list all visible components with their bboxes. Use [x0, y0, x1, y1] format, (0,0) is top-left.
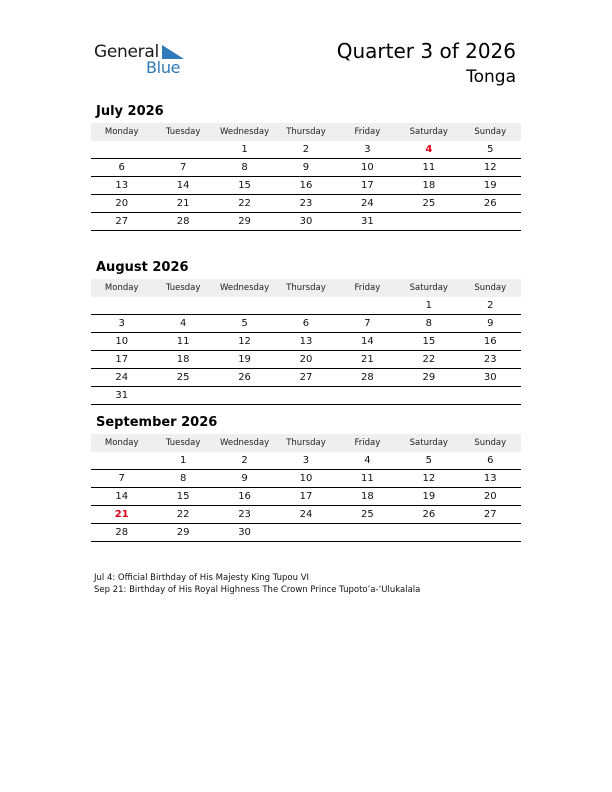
day-cell: 3 [91, 315, 152, 333]
month-july [91, 104, 521, 231]
day-cell: 2 [214, 452, 275, 470]
logo-triangle-icon [162, 45, 184, 59]
weekday-header-row [91, 123, 521, 141]
day-cell: 1 [152, 452, 213, 470]
day-cell: 27 [460, 506, 521, 524]
day-cell: 31 [91, 387, 152, 405]
day-cell: 3 [337, 141, 398, 159]
day-cell: 4 [337, 452, 398, 470]
empty-day-cell [275, 524, 336, 542]
week-row [91, 506, 521, 524]
holiday-note: Jul 4: Official Birthday of His Majesty King Tupou VI [94, 573, 310, 583]
calendar-table [91, 123, 521, 231]
day-cell: 7 [337, 315, 398, 333]
day-cell: 10 [337, 159, 398, 177]
day-cell: 8 [152, 470, 213, 488]
day-cell: 15 [152, 488, 213, 506]
week-row [91, 452, 521, 470]
day-cell: 27 [91, 213, 152, 231]
week-row [91, 387, 521, 405]
day-cell: 4 [152, 315, 213, 333]
day-cell: 8 [398, 315, 459, 333]
day-cell: 12 [460, 159, 521, 177]
month-title: September 2026 [96, 415, 218, 430]
day-cell: 25 [337, 506, 398, 524]
day-cell: 9 [214, 470, 275, 488]
day-cell: 12 [398, 470, 459, 488]
day-cell: 28 [152, 213, 213, 231]
day-cell: 21 [337, 351, 398, 369]
day-cell: 30 [460, 369, 521, 387]
country-name: Tonga [466, 67, 516, 87]
day-cell: 2 [275, 141, 336, 159]
empty-day-cell [460, 213, 521, 231]
empty-day-cell [398, 524, 459, 542]
empty-day-cell [214, 297, 275, 315]
day-cell: 17 [337, 177, 398, 195]
day-cell: 19 [398, 488, 459, 506]
empty-day-cell [460, 524, 521, 542]
day-cell: 12 [214, 333, 275, 351]
day-cell: 15 [214, 177, 275, 195]
day-cell: 30 [214, 524, 275, 542]
empty-day-cell [91, 452, 152, 470]
logo-text-blue: Blue [146, 58, 181, 77]
calendar-table [91, 279, 521, 405]
day-cell: 14 [337, 333, 398, 351]
week-row [91, 488, 521, 506]
week-row [91, 333, 521, 351]
weekday-header: Monday [91, 434, 152, 452]
day-cell: 18 [337, 488, 398, 506]
day-cell: 9 [460, 315, 521, 333]
day-cell: 24 [91, 369, 152, 387]
weekday-header: Tuesday [152, 434, 213, 452]
empty-day-cell [337, 297, 398, 315]
empty-day-cell [337, 387, 398, 405]
day-cell: 26 [398, 506, 459, 524]
week-row [91, 195, 521, 213]
week-row [91, 141, 521, 159]
day-cell: 22 [398, 351, 459, 369]
weekday-header: Wednesday [214, 434, 275, 452]
day-cell: 5 [398, 452, 459, 470]
day-cell: 13 [275, 333, 336, 351]
empty-day-cell [398, 213, 459, 231]
day-cell: 16 [460, 333, 521, 351]
page-title: Quarter 3 of 2026 [336, 39, 516, 63]
day-cell: 13 [91, 177, 152, 195]
week-row [91, 369, 521, 387]
empty-day-cell [337, 524, 398, 542]
day-cell: 6 [460, 452, 521, 470]
week-row [91, 470, 521, 488]
day-cell: 26 [214, 369, 275, 387]
weekday-header: Saturday [398, 123, 459, 141]
day-cell: 20 [275, 351, 336, 369]
day-cell: 4 [398, 141, 459, 159]
month-title: August 2026 [96, 260, 189, 275]
day-cell: 17 [91, 351, 152, 369]
day-cell: 18 [398, 177, 459, 195]
day-cell: 22 [214, 195, 275, 213]
day-cell: 14 [91, 488, 152, 506]
weekday-header: Sunday [460, 434, 521, 452]
day-cell: 23 [214, 506, 275, 524]
weekday-header: Friday [337, 279, 398, 297]
day-cell: 29 [152, 524, 213, 542]
day-cell: 19 [214, 351, 275, 369]
day-cell: 13 [460, 470, 521, 488]
weekday-header-row [91, 434, 521, 452]
week-row [91, 524, 521, 542]
weekday-header: Wednesday [214, 123, 275, 141]
day-cell: 21 [91, 506, 152, 524]
empty-day-cell [91, 141, 152, 159]
weekday-header: Wednesday [214, 279, 275, 297]
day-cell: 20 [91, 195, 152, 213]
day-cell: 28 [91, 524, 152, 542]
day-cell: 24 [275, 506, 336, 524]
empty-day-cell [214, 387, 275, 405]
weekday-header: Monday [91, 123, 152, 141]
weekday-header: Saturday [398, 434, 459, 452]
weekday-header: Sunday [460, 123, 521, 141]
empty-day-cell [152, 387, 213, 405]
empty-day-cell [275, 297, 336, 315]
day-cell: 25 [152, 369, 213, 387]
weekday-header: Tuesday [152, 279, 213, 297]
day-cell: 9 [275, 159, 336, 177]
weekday-header-row [91, 279, 521, 297]
weekday-header: Tuesday [152, 123, 213, 141]
day-cell: 2 [460, 297, 521, 315]
day-cell: 1 [214, 141, 275, 159]
weekday-header: Saturday [398, 279, 459, 297]
day-cell: 22 [152, 506, 213, 524]
day-cell: 17 [275, 488, 336, 506]
day-cell: 29 [398, 369, 459, 387]
month-title: July 2026 [96, 104, 164, 119]
day-cell: 5 [460, 141, 521, 159]
day-cell: 25 [398, 195, 459, 213]
day-cell: 14 [152, 177, 213, 195]
day-cell: 21 [152, 195, 213, 213]
day-cell: 29 [214, 213, 275, 231]
holiday-note: Sep 21: Birthday of His Royal Highness The Crown Prince Tupoto’a-‘Ulukalala [94, 584, 421, 595]
day-cell: 16 [214, 488, 275, 506]
weekday-header: Sunday [460, 279, 521, 297]
day-cell: 19 [460, 177, 521, 195]
day-cell: 16 [275, 177, 336, 195]
day-cell: 6 [275, 315, 336, 333]
day-cell: 20 [460, 488, 521, 506]
day-cell: 26 [460, 195, 521, 213]
empty-day-cell [398, 387, 459, 405]
month-august [91, 260, 521, 405]
week-row [91, 213, 521, 231]
holiday-notes [94, 573, 424, 596]
day-cell: 7 [91, 470, 152, 488]
week-row [91, 315, 521, 333]
day-cell: 15 [398, 333, 459, 351]
day-cell: 10 [91, 333, 152, 351]
calendar-table [91, 434, 521, 542]
week-row [91, 177, 521, 195]
day-cell: 23 [275, 195, 336, 213]
empty-day-cell [152, 141, 213, 159]
weekday-header: Thursday [275, 279, 336, 297]
day-cell: 1 [398, 297, 459, 315]
generalblue-logo [94, 42, 194, 78]
logo-text-general: General [94, 42, 159, 62]
empty-day-cell [91, 297, 152, 315]
day-cell: 8 [214, 159, 275, 177]
empty-day-cell [152, 297, 213, 315]
empty-day-cell [275, 387, 336, 405]
weekday-header: Friday [337, 123, 398, 141]
weekday-header: Monday [91, 279, 152, 297]
day-cell: 6 [91, 159, 152, 177]
day-cell: 27 [275, 369, 336, 387]
day-cell: 5 [214, 315, 275, 333]
day-cell: 11 [152, 333, 213, 351]
day-cell: 23 [460, 351, 521, 369]
weekday-header: Thursday [275, 434, 336, 452]
week-row [91, 297, 521, 315]
week-row [91, 159, 521, 177]
day-cell: 3 [275, 452, 336, 470]
day-cell: 28 [337, 369, 398, 387]
day-cell: 10 [275, 470, 336, 488]
day-cell: 11 [398, 159, 459, 177]
day-cell: 30 [275, 213, 336, 231]
day-cell: 11 [337, 470, 398, 488]
day-cell: 31 [337, 213, 398, 231]
day-cell: 7 [152, 159, 213, 177]
week-row [91, 351, 521, 369]
month-september [91, 415, 521, 542]
empty-day-cell [460, 387, 521, 405]
day-cell: 24 [337, 195, 398, 213]
day-cell: 18 [152, 351, 213, 369]
weekday-header: Friday [337, 434, 398, 452]
weekday-header: Thursday [275, 123, 336, 141]
